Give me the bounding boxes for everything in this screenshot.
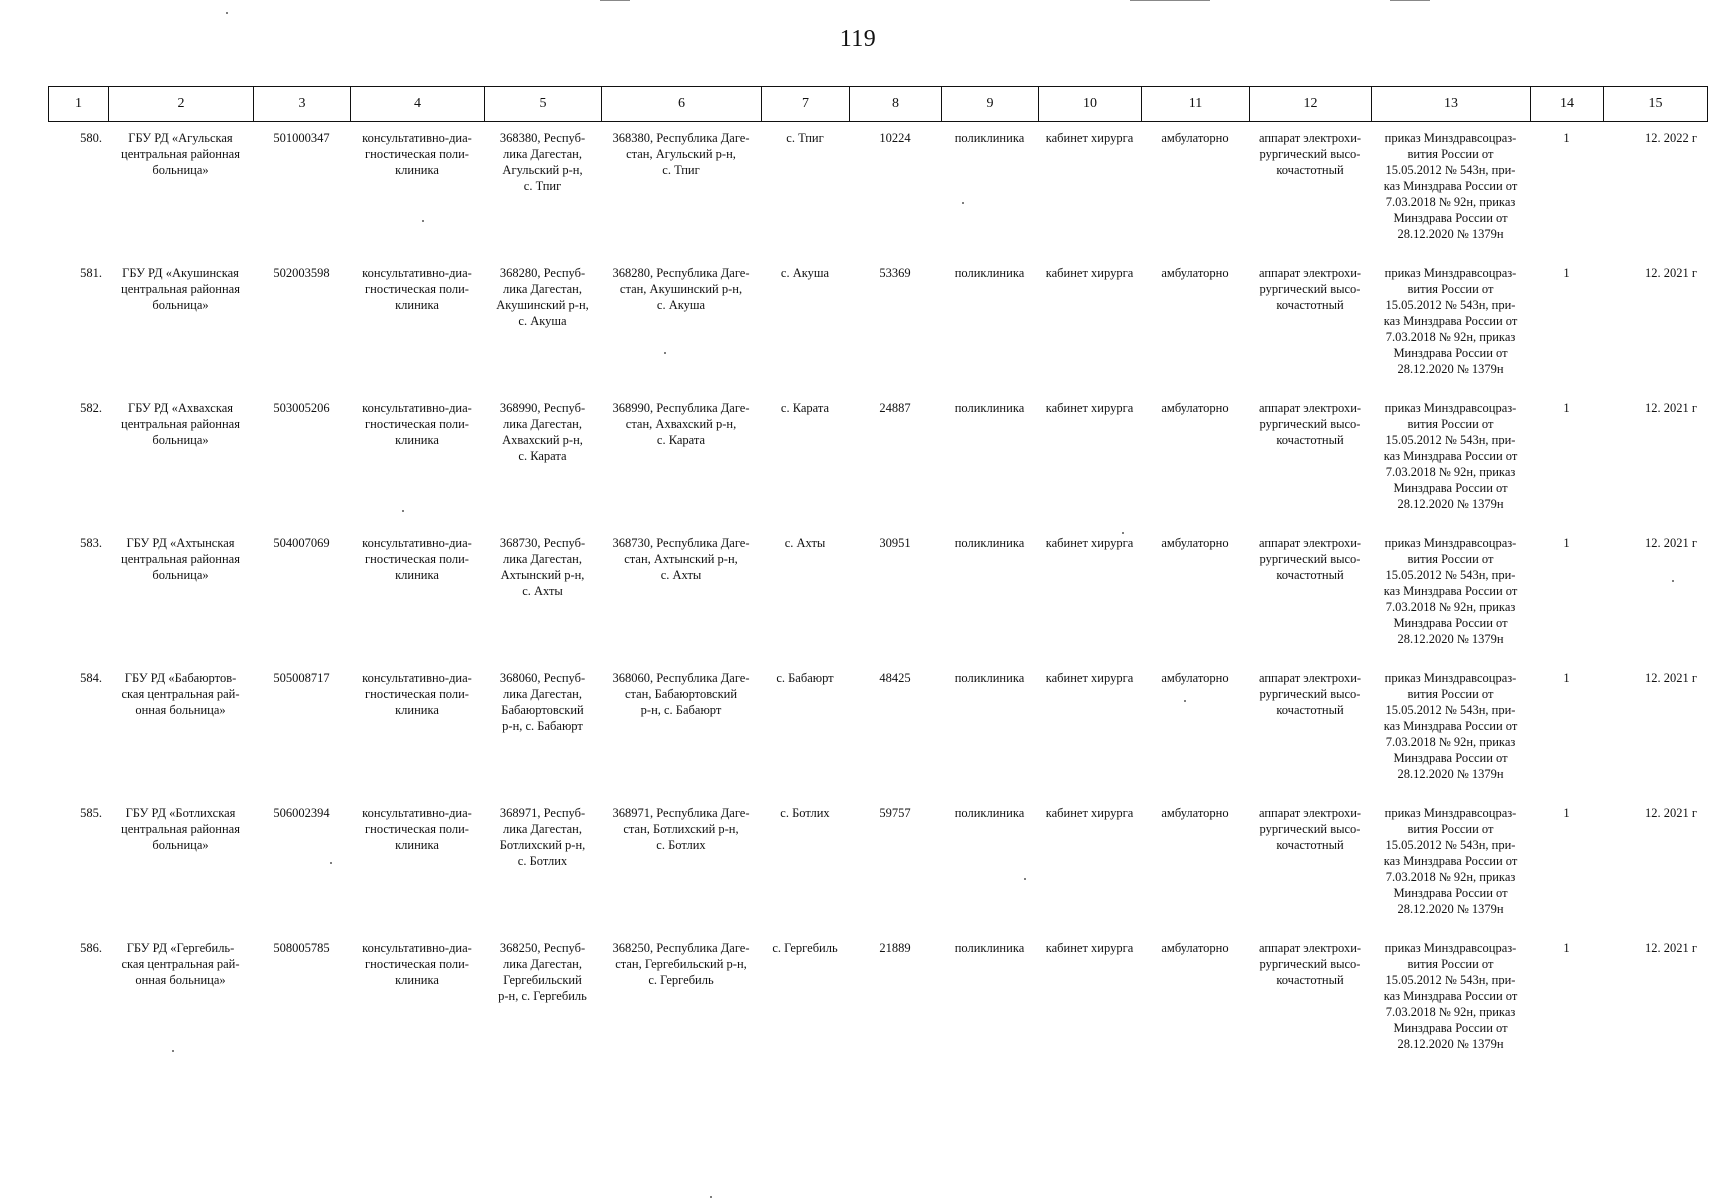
delivery-date: 12. 2021 г [1644,536,1697,550]
subdivision: поликлиника [954,266,1025,280]
population: 21889 [879,941,911,955]
legal-address: 368250, Респуб- лика Дагестан, Гергебильский р-н, с. Гергебиль [498,941,587,1003]
actual-address: 368990, Республика Даге- стан, Ахвахский р-н, с. Карата [612,401,750,447]
scan-speck [226,12,228,14]
unit-type: консультативно-диа- гностическая поли- клиника [362,806,472,852]
population: 30951 [879,536,911,550]
table-row [48,940,1707,1075]
regulatory-basis: приказ Минздравсоцраз- вития России от 15.05.2012 № 543н, при- каз Минздрава России от 7.03.2018 № 92н, приказ Минздрава России от 28.12.2020 № 1379н [1383,806,1518,916]
row-number: 582. [80,401,102,415]
population: 24887 [879,401,911,415]
column-number: 3 [254,87,351,122]
table-row [48,805,1707,940]
organization-code: 502003598 [273,266,330,280]
locality: с. Ахты [784,536,826,550]
organization-name: ГБУ РД «Ахвахская центральная районная больница» [121,401,240,447]
delivery-date: 12. 2021 г [1644,401,1697,415]
room: кабинет хирурга [1045,671,1134,685]
scan-speck [710,1196,712,1198]
locality: с. Карата [780,401,830,415]
care-form: амбулаторно [1161,941,1229,955]
legal-address: 368730, Респуб- лика Дагестан, Ахтынский р-н, с. Ахты [499,536,586,598]
column-number: 2 [109,87,254,122]
scan-speck [330,862,332,864]
equipment: аппарат электрохи- рургический высо- кочастотный [1258,536,1362,582]
delivery-date: 12. 2021 г [1644,941,1697,955]
locality: с. Ботлих [780,806,830,820]
scan-edge-line [1390,0,1430,1]
column-number: 10 [1039,87,1142,122]
actual-address: 368380, Республика Даге- стан, Агульский р-н, с. Тпиг [612,131,750,177]
legal-address: 368280, Респуб- лика Дагестан, Акушинский р-н, с. Акуша [496,266,589,328]
quantity: 1 [1563,536,1570,550]
row-number: 580. [80,131,102,145]
population: 10224 [879,131,911,145]
subdivision: поликлиника [954,401,1025,415]
column-number: 9 [942,87,1039,122]
care-form: амбулаторно [1161,671,1229,685]
room: кабинет хирурга [1045,266,1134,280]
organization-code: 505008717 [273,671,330,685]
care-form: амбулаторно [1161,131,1229,145]
organization-name: ГБУ РД «Ахтынская центральная районная больница» [121,536,240,582]
room: кабинет хирурга [1045,131,1134,145]
table-row [48,400,1707,535]
care-form: амбулаторно [1161,536,1229,550]
scan-speck [1184,700,1186,702]
unit-type: консультативно-диа- гностическая поли- клиника [362,941,472,987]
table-row [48,130,1707,265]
scan-speck [402,510,404,512]
unit-type: консультативно-диа- гностическая поли- клиника [362,131,472,177]
delivery-date: 12. 2021 г [1644,671,1697,685]
care-form: амбулаторно [1161,401,1229,415]
unit-type: консультативно-диа- гностическая поли- клиника [362,536,472,582]
organization-name: ГБУ РД «Акушинская центральная районная больница» [121,266,240,312]
column-number: 4 [351,87,485,122]
care-form: амбулаторно [1161,266,1229,280]
column-number-header [48,86,1708,122]
equipment-table [48,130,1707,1075]
row-number: 585. [80,806,102,820]
organization-code: 508005785 [273,941,330,955]
organization-code: 501000347 [273,131,330,145]
table-row [48,535,1707,670]
table-row [48,670,1707,805]
quantity: 1 [1563,131,1570,145]
subdivision: поликлиника [954,671,1025,685]
column-number: 8 [850,87,942,122]
room: кабинет хирурга [1045,806,1134,820]
column-number: 15 [1604,87,1708,122]
organization-code: 504007069 [273,536,330,550]
organization-name: ГБУ РД «Ботлихская центральная районная больница» [121,806,240,852]
column-number: 5 [485,87,602,122]
locality: с. Гергебиль [772,941,838,955]
actual-address: 368730, Республика Даге- стан, Ахтынский р-н, с. Ахты [612,536,750,582]
organization-code: 503005206 [273,401,330,415]
column-number: 1 [49,87,109,122]
population: 59757 [879,806,911,820]
actual-address: 368060, Республика Даге- стан, Бабаюртовский р-н, с. Бабаюрт [612,671,750,717]
unit-type: консультативно-диа- гностическая поли- клиника [362,266,472,312]
quantity: 1 [1563,401,1570,415]
column-number: 13 [1372,87,1531,122]
regulatory-basis: приказ Минздравсоцраз- вития России от 15.05.2012 № 543н, при- каз Минздрава России от 7.03.2018 № 92н, приказ Минздрава России от 28.12.2020 № 1379н [1383,401,1518,511]
column-number: 6 [602,87,762,122]
subdivision: поликлиника [954,536,1025,550]
organization-code: 506002394 [273,806,330,820]
scan-speck [1672,580,1674,582]
column-number: 12 [1250,87,1372,122]
column-number: 14 [1531,87,1604,122]
header-row [49,87,1708,122]
scan-speck [962,202,964,204]
legal-address: 368380, Респуб- лика Дагестан, Агульский р-н, с. Тпиг [499,131,586,193]
regulatory-basis: приказ Минздравсоцраз- вития России от 15.05.2012 № 543н, при- каз Минздрава России от 7.03.2018 № 92н, приказ Минздрава России от 28.12.2020 № 1379н [1383,536,1518,646]
scan-speck [1024,878,1026,880]
room: кабинет хирурга [1045,401,1134,415]
subdivision: поликлиника [954,131,1025,145]
regulatory-basis: приказ Минздравсоцраз- вития России от 15.05.2012 № 543н, при- каз Минздрава России от 7.03.2018 № 92н, приказ Минздрава России от 28.12.2020 № 1379н [1383,671,1518,781]
legal-address: 368990, Респуб- лика Дагестан, Ахвахский р-н, с. Карата [499,401,586,463]
subdivision: поликлиника [954,941,1025,955]
regulatory-basis: приказ Минздравсоцраз- вития России от 15.05.2012 № 543н, при- каз Минздрава России от 7.03.2018 № 92н, приказ Минздрава России от 28.12.2020 № 1379н [1383,131,1518,241]
locality: с. Акуша [780,266,830,280]
column-number: 11 [1142,87,1250,122]
scan-edge-line [600,0,630,1]
equipment: аппарат электрохи- рургический высо- кочастотный [1258,941,1362,987]
row-number: 581. [80,266,102,280]
scan-speck [1122,532,1124,534]
row-number: 586. [80,941,102,955]
equipment: аппарат электрохи- рургический высо- кочастотный [1258,806,1362,852]
delivery-date: 12. 2021 г [1644,266,1697,280]
room: кабинет хирурга [1045,536,1134,550]
equipment: аппарат электрохи- рургический высо- кочастотный [1258,266,1362,312]
delivery-date: 12. 2021 г [1644,806,1697,820]
scan-speck [664,352,666,354]
equipment: аппарат электрохи- рургический высо- кочастотный [1258,401,1362,447]
page-number: 119 [839,26,877,52]
scan-edge-line [1130,0,1210,1]
quantity: 1 [1563,266,1570,280]
locality: с. Тпиг [786,131,824,145]
scan-speck [172,1050,174,1052]
equipment: аппарат электрохи- рургический высо- кочастотный [1258,671,1362,717]
care-form: амбулаторно [1161,806,1229,820]
organization-name: ГБУ РД «Бабаюртов- ская центральная рай- онная больница» [121,671,240,717]
quantity: 1 [1563,941,1570,955]
regulatory-basis: приказ Минздравсоцраз- вития России от 15.05.2012 № 543н, при- каз Минздрава России от 7.03.2018 № 92н, приказ Минздрава России от 28.12.2020 № 1379н [1383,941,1518,1051]
table-row [48,265,1707,400]
subdivision: поликлиника [954,806,1025,820]
quantity: 1 [1563,806,1570,820]
unit-type: консультативно-диа- гностическая поли- клиника [362,671,472,717]
organization-name: ГБУ РД «Агульская центральная районная больница» [121,131,240,177]
room: кабинет хирурга [1045,941,1134,955]
row-number: 584. [80,671,102,685]
unit-type: консультативно-диа- гностическая поли- клиника [362,401,472,447]
column-number: 7 [762,87,850,122]
actual-address: 368971, Республика Даге- стан, Ботлихский р-н, с. Ботлих [612,806,750,852]
legal-address: 368971, Респуб- лика Дагестан, Ботлихский р-н, с. Ботлих [499,806,586,868]
quantity: 1 [1563,671,1570,685]
equipment: аппарат электрохи- рургический высо- кочастотный [1258,131,1362,177]
row-number: 583. [80,536,102,550]
regulatory-basis: приказ Минздравсоцраз- вития России от 15.05.2012 № 543н, при- каз Минздрава России от 7.03.2018 № 92н, приказ Минздрава России от 28.12.2020 № 1379н [1383,266,1518,376]
scan-speck [422,220,424,222]
population: 48425 [879,671,911,685]
population: 53369 [879,266,911,280]
organization-name: ГБУ РД «Гергебиль- ская центральная рай- онная больница» [121,941,240,987]
delivery-date: 12. 2022 г [1644,131,1697,145]
locality: с. Бабаюрт [776,671,834,685]
legal-address: 368060, Респуб- лика Дагестан, Бабаюртовский р-н, с. Бабаюрт [499,671,586,733]
actual-address: 368280, Республика Даге- стан, Акушинский р-н, с. Акуша [612,266,750,312]
actual-address: 368250, Республика Даге- стан, Гергебильский р-н, с. Гергебиль [612,941,750,987]
